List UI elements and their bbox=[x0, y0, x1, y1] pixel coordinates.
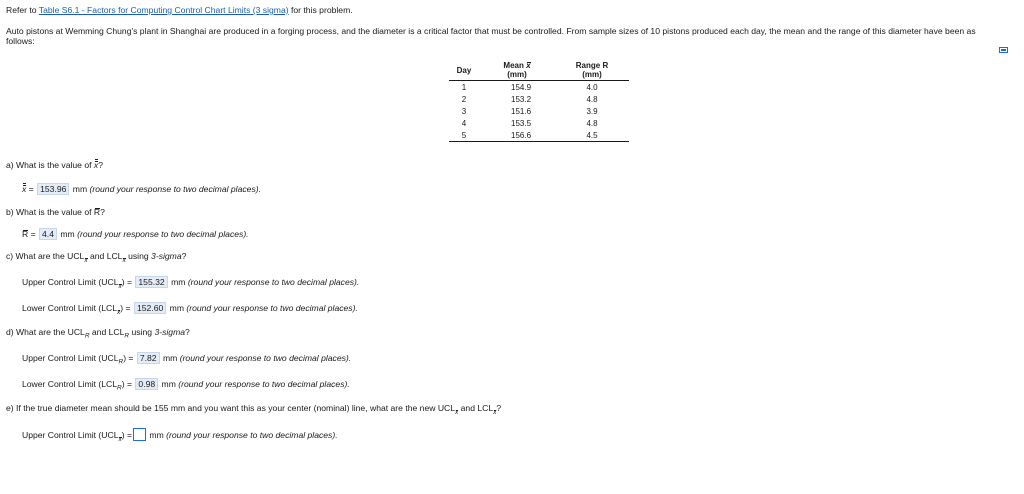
question-b: b) What is the value of R? bbox=[6, 207, 105, 217]
question-c: c) What are the $UCL_x$ and $LCL_x$ using 3-sigma? bbox=[6, 251, 187, 264]
table-header-row bbox=[449, 60, 629, 81]
answer-d-lcl-value[interactable]: 0.98 bbox=[135, 378, 158, 390]
pencil-edit-icon[interactable] bbox=[999, 47, 1008, 53]
table-row bbox=[449, 105, 629, 117]
cell-mean: 153.2 bbox=[511, 94, 532, 104]
header-day: Day bbox=[449, 60, 479, 81]
cell-mean: 151.6 bbox=[511, 106, 532, 116]
answer-d-ucl-line: Upper Control Limit $(UCL_R) = 7.82$ mm (round your response to two decimal places). bbox=[22, 353, 352, 366]
answer-c-ucl-value[interactable]: 155.32 bbox=[135, 276, 167, 288]
table-row bbox=[449, 81, 629, 94]
header-mean: Mean x (mm) bbox=[479, 60, 555, 81]
cell-day: 1 bbox=[461, 82, 467, 92]
table-row bbox=[449, 117, 629, 129]
header-range: Range R (mm) bbox=[555, 60, 629, 81]
intro-line: Refer to Table S6.1 - Factors for Computing Control Chart Limits (3 sigma) for this problem. bbox=[6, 5, 353, 15]
question-e: e) If the true diameter mean should be 155 mm and you want this as your center (nominal) line, what are the new $UCL_x$ and $LCL_x$? bbox=[6, 403, 502, 416]
problem-text-line1: Auto pistons at Wemming Chung's plant in Shanghai are produced in a forging process, and the diameter is a critical factor that must be controlled. From sample sizes of 10 pistons produced each day, the mean and the range of this diameter have been as bbox=[6, 26, 976, 36]
table-row bbox=[449, 93, 629, 105]
cell-day: 2 bbox=[461, 94, 467, 104]
answer-e-ucl-input[interactable] bbox=[133, 428, 146, 441]
cell-range: 4.8 bbox=[586, 94, 598, 104]
answer-a-line: x = 153.96 mm (round your response to two decimal places). bbox=[22, 184, 261, 194]
cell-day: 4 bbox=[461, 118, 467, 128]
problem-text-line2: follows: bbox=[6, 36, 35, 46]
table-link[interactable]: Table S6.1 - Factors for Computing Control Chart Limits (3 sigma) bbox=[38, 5, 289, 15]
answer-b-value[interactable]: 4.4 bbox=[39, 228, 57, 240]
table-row bbox=[449, 129, 629, 142]
answer-a-value[interactable]: 153.96 bbox=[37, 183, 69, 195]
cell-range: 4.0 bbox=[586, 82, 598, 92]
cell-mean: 154.9 bbox=[511, 82, 532, 92]
answer-e-ucl-line: Upper Control Limit $(UCL_x)$ = mm (round your response to two decimal places). bbox=[22, 430, 338, 443]
cell-mean: 153.5 bbox=[511, 118, 532, 128]
cell-range: 3.9 bbox=[586, 106, 598, 116]
question-a: a) What is the value of x? bbox=[6, 160, 103, 170]
cell-mean: 156.6 bbox=[479, 129, 555, 142]
cell-range: 4.8 bbox=[586, 118, 598, 128]
data-table bbox=[449, 60, 629, 142]
answer-d-ucl-value[interactable]: 7.82 bbox=[137, 352, 160, 364]
answer-c-lcl-line: Lower Control Limit $(LCL_x) = 152.60$ mm (round your response to two decimal places). bbox=[22, 303, 358, 316]
cell-range: 4.5 bbox=[555, 129, 629, 142]
answer-c-ucl-line: Upper Control Limit $(UCL_x) = 155.32$ mm (round your response to two decimal places). bbox=[22, 277, 360, 290]
answer-d-lcl-line: Lower Control Limit $(LCL_R) = 0.98$ mm (round your response to two decimal places). bbox=[22, 379, 350, 392]
cell-day: 5 bbox=[449, 129, 479, 142]
answer-c-lcl-value[interactable]: 152.60 bbox=[134, 302, 166, 314]
cell-day: 3 bbox=[461, 106, 467, 116]
question-d: d) What are the $UCL_R$ and $LCL_R$ using 3-sigma? bbox=[6, 327, 190, 340]
answer-b-line: R = 4.4 mm (round your response to two decimal places). bbox=[22, 229, 249, 239]
